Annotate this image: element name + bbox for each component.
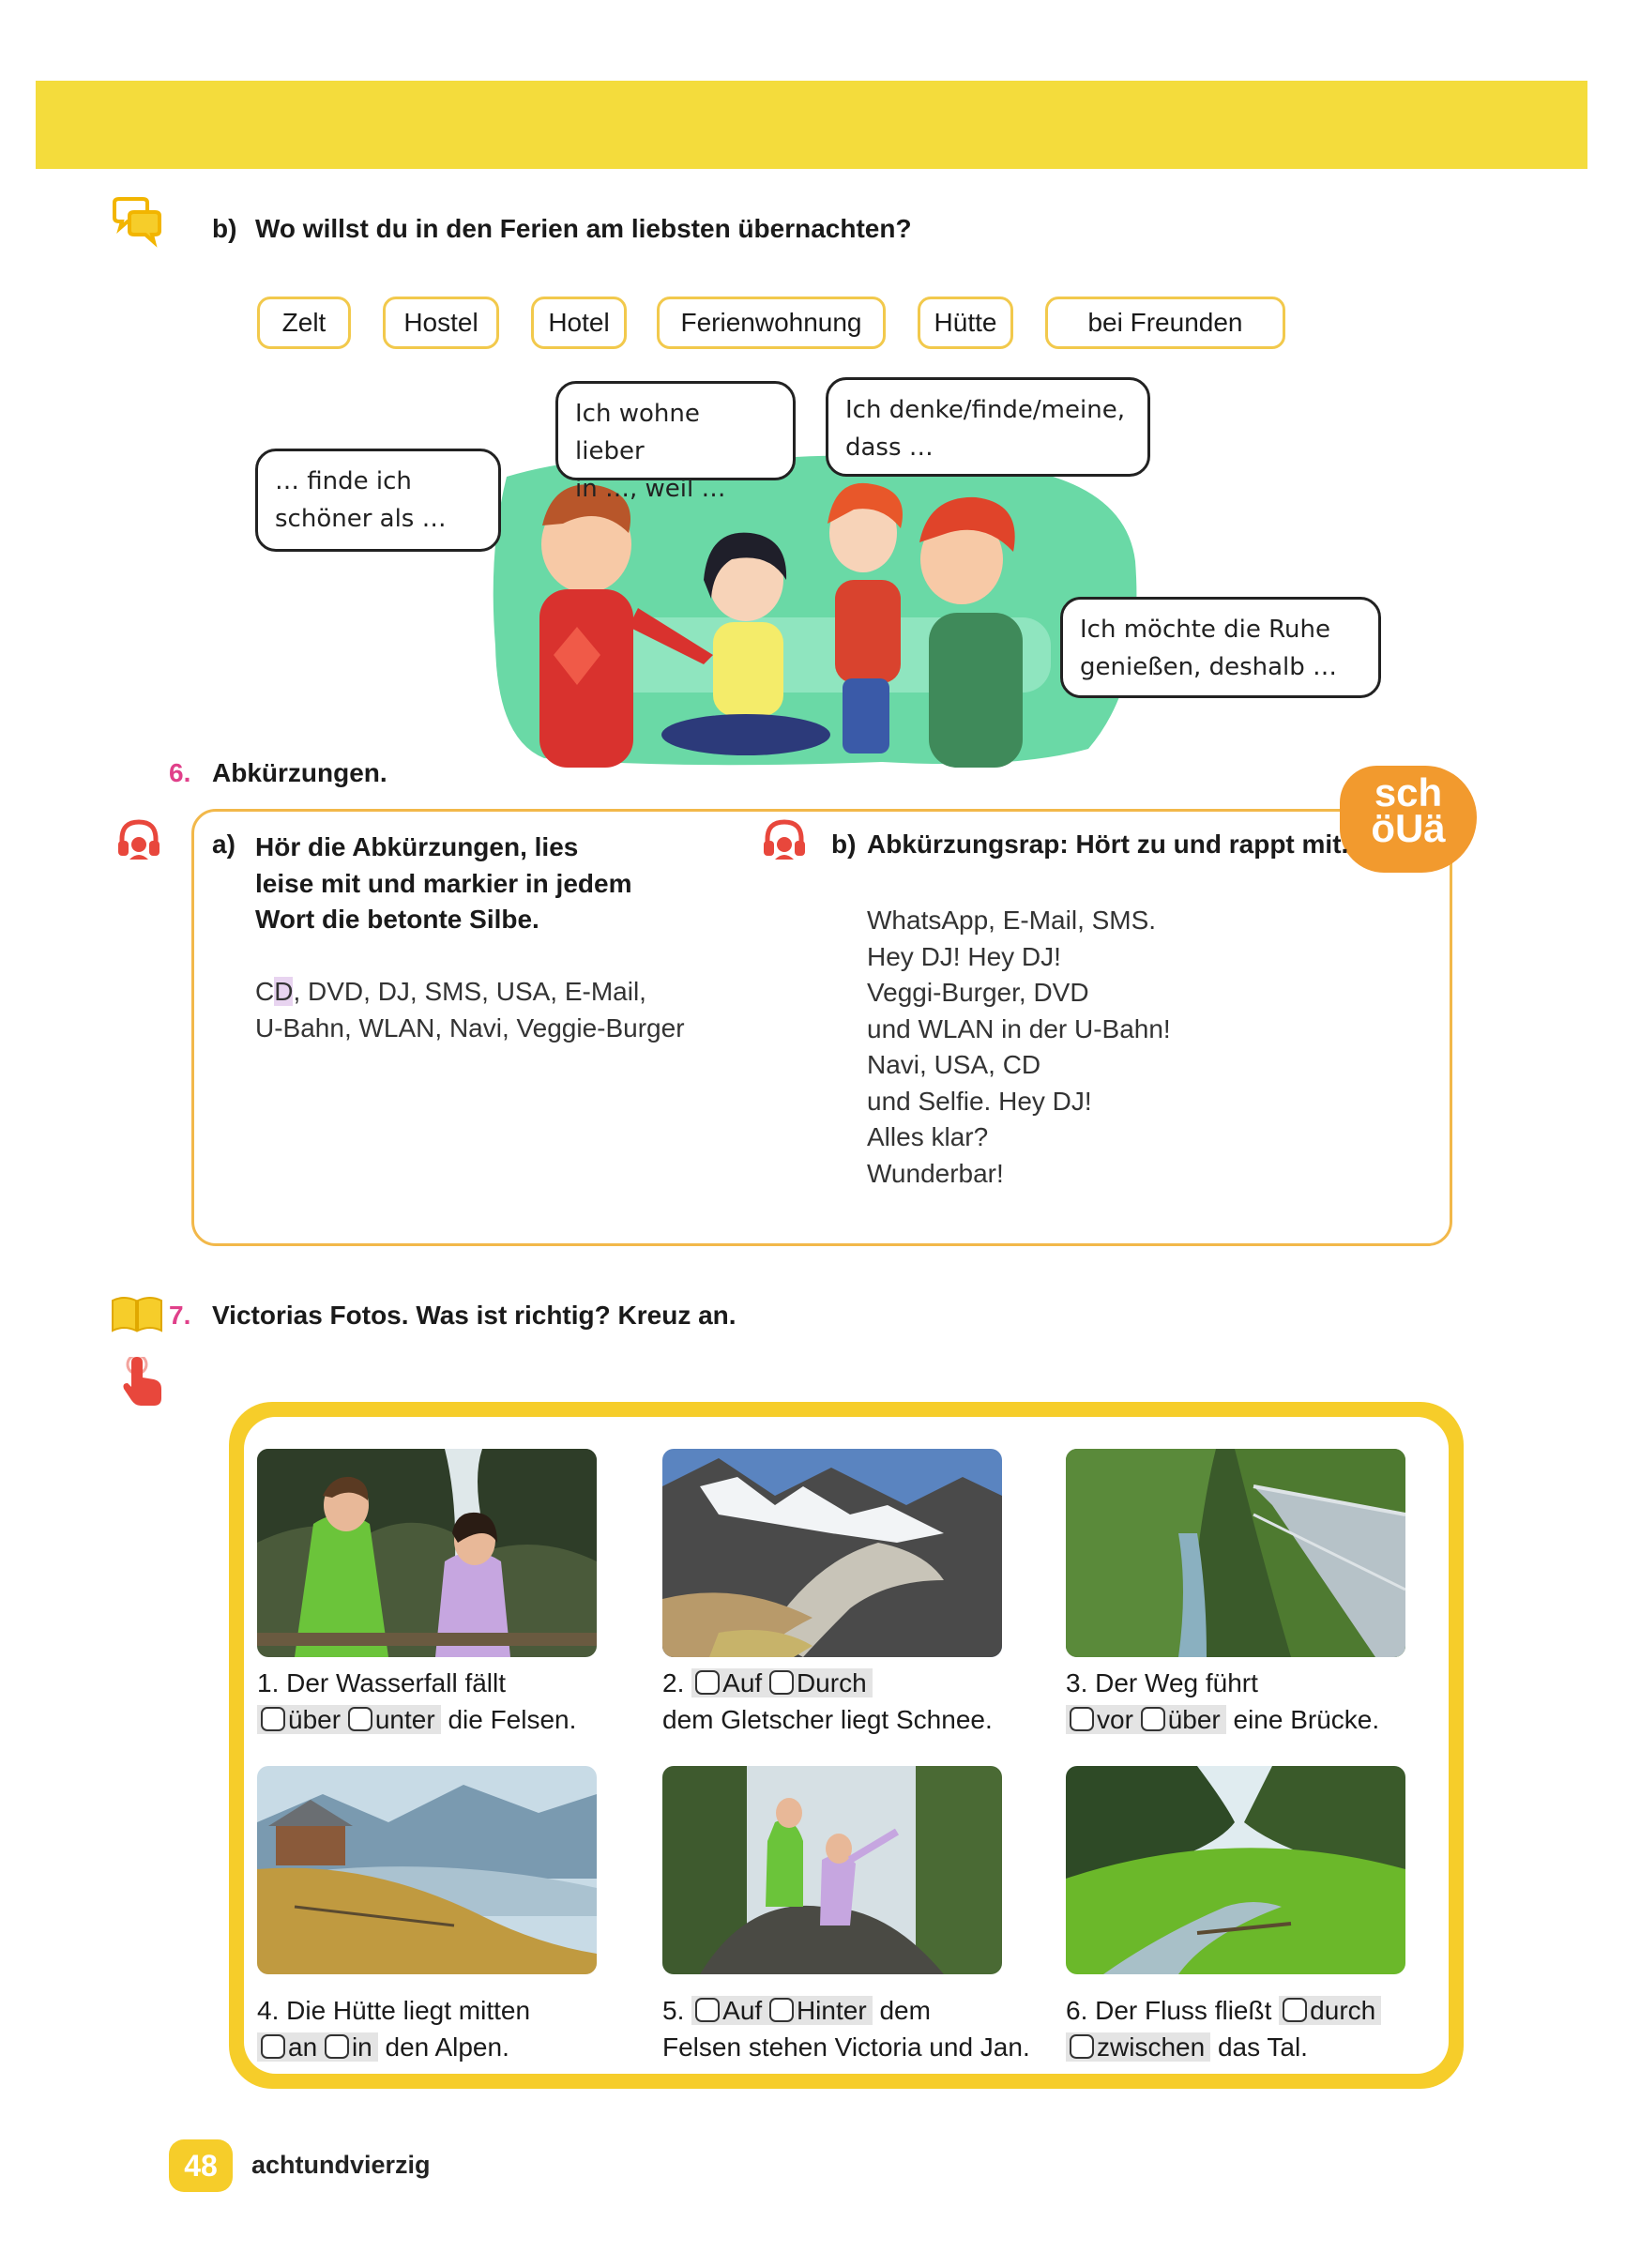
rap-line: Hey DJ! Hey DJ! [867,941,1061,971]
speech-bubble-1 [255,449,501,552]
options-1 [257,1705,441,1734]
photo-alpine-hut [257,1766,597,1974]
bubble-3-line-1: Ich denke/finde/meine, [845,396,1125,424]
checkbox-1-unter[interactable] [348,1707,372,1731]
bubble-2-line-2: in …, weil … [575,475,726,503]
speech-bubble-3 [826,377,1150,477]
option-label: Auf [722,1996,763,2025]
caption-text: eine Brücke. [1233,1705,1380,1734]
checkbox-2-auf[interactable] [695,1670,720,1695]
checkbox-4-an[interactable] [261,2034,285,2059]
photo-valley-river [1066,1766,1405,1974]
caption-5-line-2: Felsen stehen Victoria und Jan. [662,2032,1030,2062]
checkbox-5-auf[interactable] [695,1998,720,2022]
option-label: über [288,1705,342,1734]
checkbox-1-ueber[interactable] [261,1707,285,1731]
task-6b-label: b) [831,830,857,859]
checkbox-2-durch[interactable] [769,1670,794,1695]
caption-2-line-2: dem Gletscher liegt Schnee. [662,1705,993,1734]
option-label: Hinter [796,1996,867,2025]
word-box-hotel: Hotel [531,297,627,349]
task-6a-instr-line-2: leise mit und markier in jedem [255,868,632,898]
badge-top-text: sch [1374,770,1443,814]
task-6a-instr-line-3: Wort die betonte Silbe. [255,905,539,934]
top-yellow-bar [36,81,1587,169]
options-6b [1066,2032,1210,2062]
checkbox-5-hinter[interactable] [769,1998,794,2022]
caption-text: den Alpen. [385,2032,509,2062]
caption-3 [1066,1665,1379,1738]
checkbox-3-ueber[interactable] [1141,1707,1165,1731]
caption-3-line-2 [1066,1701,1379,1738]
bubble-4-line-1: Ich möchte die Ruhe [1080,616,1331,644]
option-label: vor [1097,1705,1133,1734]
option-label: zwischen [1097,2032,1206,2062]
rap-line: Navi, USA, CD [867,1050,1041,1079]
caption-text: das Tal. [1217,2032,1308,2062]
caption-5-line-1 [662,1992,1030,2029]
list-text: , DVD, DJ, SMS, USA, E-Mail, [293,977,646,1006]
rap-line: Alles klar? [867,1122,989,1151]
caption-5 [662,1992,1030,2065]
task-6a-instr-line-1: Hör die Abkürzungen, lies [255,832,579,861]
headphones-icon [762,816,807,861]
task-6a-abbreviation-list [255,974,685,1046]
options-6a [1279,1996,1381,2025]
caption-1 [257,1665,576,1738]
word-box-bei-freunden: bei Freunden [1045,297,1285,349]
caption-text: 6. Der Fluss fließt [1066,1996,1272,2025]
chat-bubbles-icon [111,197,163,248]
word-box-huette: Hütte [918,297,1013,349]
caption-6 [1066,1992,1381,2065]
caption-text: 2. [662,1668,685,1697]
task-6-number: 6. [169,758,191,787]
task-7-number: 7. [169,1301,191,1330]
page-number-badge: 48 [169,2139,233,2192]
rap-lyrics [867,903,1171,1192]
list-text: C [255,977,275,1006]
options-5 [691,1996,873,2025]
caption-1-line-2 [257,1701,576,1738]
caption-2-line-1 [662,1665,993,1701]
bubble-4-line-2: genießen, deshalb … [1080,653,1338,681]
photo-glacier [662,1449,1002,1657]
task-6a-label: a) [212,830,235,859]
rap-line: und WLAN in der U-Bahn! [867,1013,1171,1043]
option-label: an [288,2032,318,2062]
photo-waterfall-hikers [257,1449,597,1657]
photo-gorge-bridge [1066,1449,1405,1657]
badge-bottom-text: öUä [1371,806,1446,850]
bubble-1-line-2: schöner als … [275,505,447,533]
speech-bubble-2 [555,381,796,503]
photo-hikers-on-rocks [662,1766,1002,1974]
task-b-label: b) [212,214,237,243]
task-7-title: Victorias Fotos. Was ist richtig? Kreuz an. [212,1301,737,1330]
caption-6-line-2 [1066,2029,1381,2065]
bubble-3-line-2: dass … [845,434,934,462]
options-3 [1066,1705,1226,1734]
option-label: Durch [796,1668,867,1697]
open-book-icon [111,1295,163,1332]
caption-text: dem [879,1996,931,2025]
caption-4-line-1: 4. Die Hütte liegt mitten [257,1996,531,2025]
word-box-hostel: Hostel [383,297,499,349]
stressed-syllable-mark: D [274,977,294,1006]
rap-line: Veggi-Burger, DVD [867,978,1089,1007]
checkbox-6-zwischen[interactable] [1070,2034,1094,2059]
checkbox-6-durch[interactable] [1283,1998,1307,2022]
caption-text: 5. [662,1996,685,2025]
rap-line: und Selfie. Hey DJ! [867,1086,1092,1116]
caption-2 [662,1665,993,1738]
caption-6-line-1 [1066,1992,1381,2029]
option-label: unter [374,1705,435,1734]
task-6a-list-line-1 [255,974,685,1011]
caption-4 [257,1992,530,2065]
caption-1-line-1: 1. Der Wasserfall fällt [257,1668,507,1697]
task-6b-instruction: Abkürzungsrap: Hört zu und rappt mit. [867,830,1349,859]
touch-hand-icon [120,1357,165,1408]
caption-text: die Felsen. [448,1705,577,1734]
page-number-word: achtundvierzig [251,2151,431,2179]
rap-line: Wunderbar! [867,1158,1004,1188]
word-box-zelt: Zelt [257,297,351,349]
phonetics-badge [1340,766,1477,873]
task-6a-list-line-2: U-Bahn, WLAN, Navi, Veggie-Burger [255,1012,685,1043]
word-box-ferienwohnung: Ferienwohnung [657,297,886,349]
option-label: über [1167,1705,1221,1734]
checkbox-4-in[interactable] [325,2034,349,2059]
task-6a-instruction [255,830,631,938]
caption-3-line-1: 3. Der Weg führt [1066,1668,1258,1697]
option-label: in [351,2032,372,2062]
task-b-question: Wo willst du in den Ferien am liebsten übernachten? [255,214,912,243]
checkbox-3-vor[interactable] [1070,1707,1094,1731]
option-label: Auf [722,1668,763,1697]
bubble-1-line-1: … finde ich [275,467,412,495]
rap-line: WhatsApp, E-Mail, SMS. [867,906,1157,935]
speech-bubble-4 [1060,597,1381,698]
options-2 [691,1668,873,1697]
headphones-icon [116,816,161,861]
task-6-title: Abkürzungen. [212,758,387,787]
caption-4-line-2 [257,2029,530,2065]
bubble-2-line-1: Ich wohne lieber [575,400,700,465]
options-4 [257,2032,378,2062]
option-label: durch [1310,1996,1376,2025]
